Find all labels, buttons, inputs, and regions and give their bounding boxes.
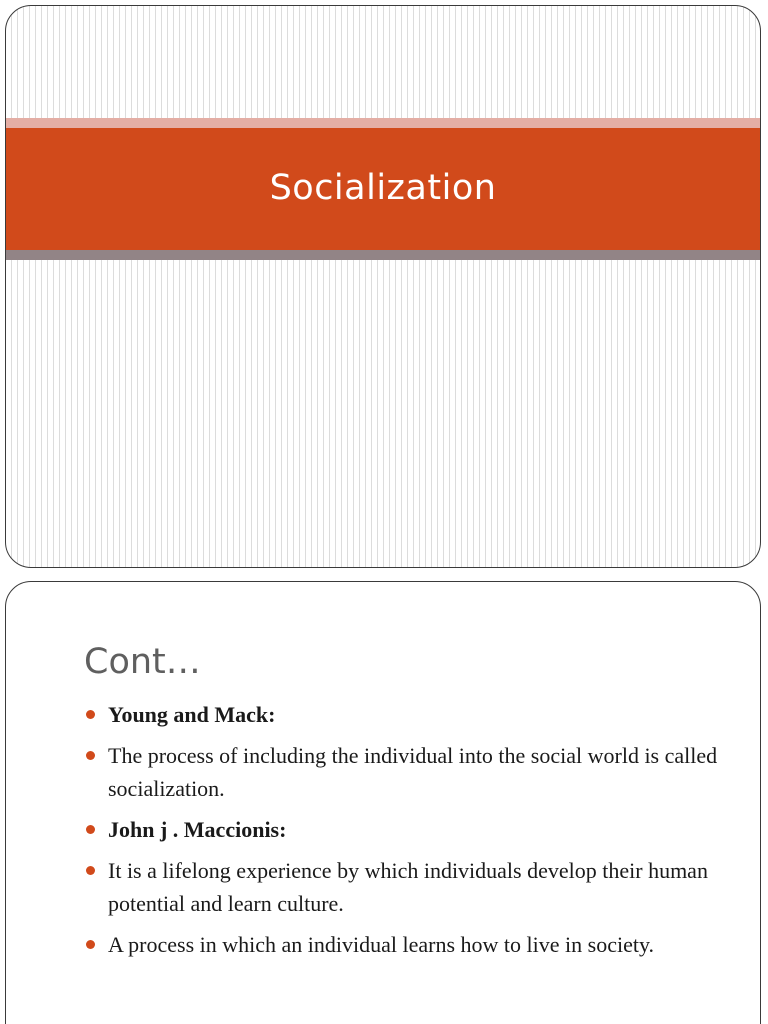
bullet-text: A process in which an individual learns how to live in society. [108, 932, 655, 957]
bullet-list [84, 698, 724, 969]
slide-title: Socialization [269, 167, 497, 208]
bullet-item [84, 698, 724, 731]
bullet-dot-icon [86, 710, 95, 719]
bullet-text: Young and Mack: [108, 702, 276, 727]
title-band [6, 128, 760, 250]
bullet-dot-icon [86, 825, 95, 834]
content-slide [5, 581, 761, 1024]
bullet-item [84, 854, 724, 920]
bullet-item [84, 928, 724, 961]
content-slide-title: Cont… [84, 642, 201, 682]
title-slide [5, 5, 761, 568]
bullet-item [84, 813, 724, 846]
title-shadow-bar [6, 250, 760, 260]
bullet-item [84, 739, 724, 805]
bullet-text: John j . Maccionis: [108, 817, 287, 842]
bullet-text: The process of including the individual into the social world is called socialization. [108, 743, 718, 801]
bullet-text: It is a lifelong experience by which individuals develop their human potential and learn culture. [108, 858, 708, 916]
title-accent-bar [6, 118, 760, 128]
bullet-dot-icon [86, 866, 95, 875]
bullet-dot-icon [86, 940, 95, 949]
bullet-dot-icon [86, 751, 95, 760]
